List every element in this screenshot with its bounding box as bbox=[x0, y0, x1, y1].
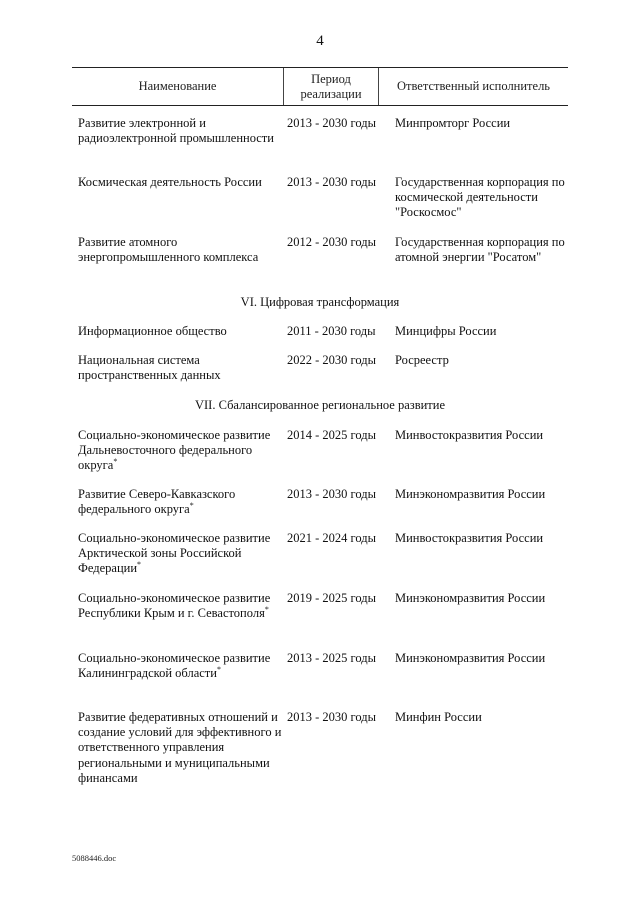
program-responsible: Минвостокразвития России bbox=[395, 428, 544, 442]
program-responsible: Минцифры России bbox=[395, 324, 497, 338]
program-name bbox=[78, 428, 283, 474]
program-name bbox=[78, 591, 283, 621]
page-number: 4 bbox=[316, 33, 324, 49]
program-responsible: Минфин России bbox=[395, 710, 482, 724]
footnote-mark: * bbox=[264, 605, 269, 615]
program-period: 2021 - 2024 годы bbox=[287, 531, 377, 545]
footnote-mark: * bbox=[137, 560, 142, 570]
header-period bbox=[283, 68, 379, 105]
table-header bbox=[72, 67, 568, 106]
program-name bbox=[78, 710, 283, 786]
program-period: 2013 - 2025 годы bbox=[287, 651, 377, 665]
header-name: Наименование bbox=[138, 79, 217, 93]
program-period: 2022 - 2030 годы bbox=[287, 353, 377, 367]
program-responsible: Минвостокразвития России bbox=[395, 531, 544, 545]
program-responsible: Росреестр bbox=[395, 353, 449, 367]
program-name: Национальная система пространственных данных bbox=[78, 353, 221, 383]
program-period: 2013 - 2030 годы bbox=[287, 175, 377, 189]
section-title: VI. Цифровая трансформация bbox=[240, 295, 400, 309]
program-responsible: Минэкономразвития России bbox=[395, 591, 546, 605]
program-period: 2012 - 2030 годы bbox=[287, 235, 377, 249]
program-responsible: Минпромторг России bbox=[395, 116, 511, 130]
program-name: Информационное общество bbox=[78, 324, 227, 338]
program-period: 2014 - 2025 годы bbox=[287, 428, 377, 442]
footnote-mark: * bbox=[189, 501, 194, 511]
program-name: Космическая деятельность России bbox=[78, 175, 262, 189]
program-period: 2019 - 2025 годы bbox=[287, 591, 377, 605]
program-period: 2013 - 2030 годы bbox=[287, 116, 377, 130]
program-period: 2011 - 2030 годы bbox=[287, 324, 376, 338]
program-name: Развитие электронной и радиоэлектронной промышленности bbox=[78, 116, 274, 146]
program-name bbox=[78, 487, 283, 517]
footnote-mark: * bbox=[216, 665, 221, 675]
program-period: 2013 - 2030 годы bbox=[287, 710, 377, 724]
program-responsible: Минэкономразвития России bbox=[395, 651, 546, 665]
section-title: VII. Сбалансированное региональное развитие bbox=[194, 398, 445, 412]
program-responsible: Минэкономразвития России bbox=[395, 487, 546, 501]
program-name-text: Социально-экономическое развитие Арктической зоны Российской Федерации bbox=[78, 531, 271, 576]
program-name-text: Социально-экономическое развитие Калининградской области bbox=[78, 651, 271, 681]
footnote-mark: * bbox=[113, 457, 118, 467]
header-responsible: Ответственный исполнитель bbox=[396, 79, 551, 93]
program-responsible: Государственная корпорация по атомной энергии "Росатом" bbox=[395, 235, 565, 265]
program-name: Развитие атомного энергопромышленного комплекса bbox=[78, 235, 259, 265]
program-period: 2013 - 2030 годы bbox=[287, 487, 377, 501]
program-name-text: Социально-экономическое развитие Республики Крым и г. Севастополя bbox=[78, 591, 271, 621]
program-responsible: Государственная корпорация по космической деятельности "Роскосмос" bbox=[395, 175, 565, 220]
program-name bbox=[78, 531, 283, 577]
program-name-text: Развитие Северо-Кавказского федерального округа bbox=[78, 487, 236, 517]
program-name-text: Развитие федеративных отношений и создание условий для эффективного и ответственного управления региональными и муниципальными финансами bbox=[78, 710, 282, 785]
program-name-text: Социально-экономическое развитие Дальневосточного федерального округа bbox=[78, 428, 271, 473]
header-period-line1: Период bbox=[311, 71, 351, 86]
document-id: 5088446.doc bbox=[72, 853, 117, 863]
header-period-line2: реализации bbox=[300, 86, 362, 101]
program-name bbox=[78, 651, 283, 681]
